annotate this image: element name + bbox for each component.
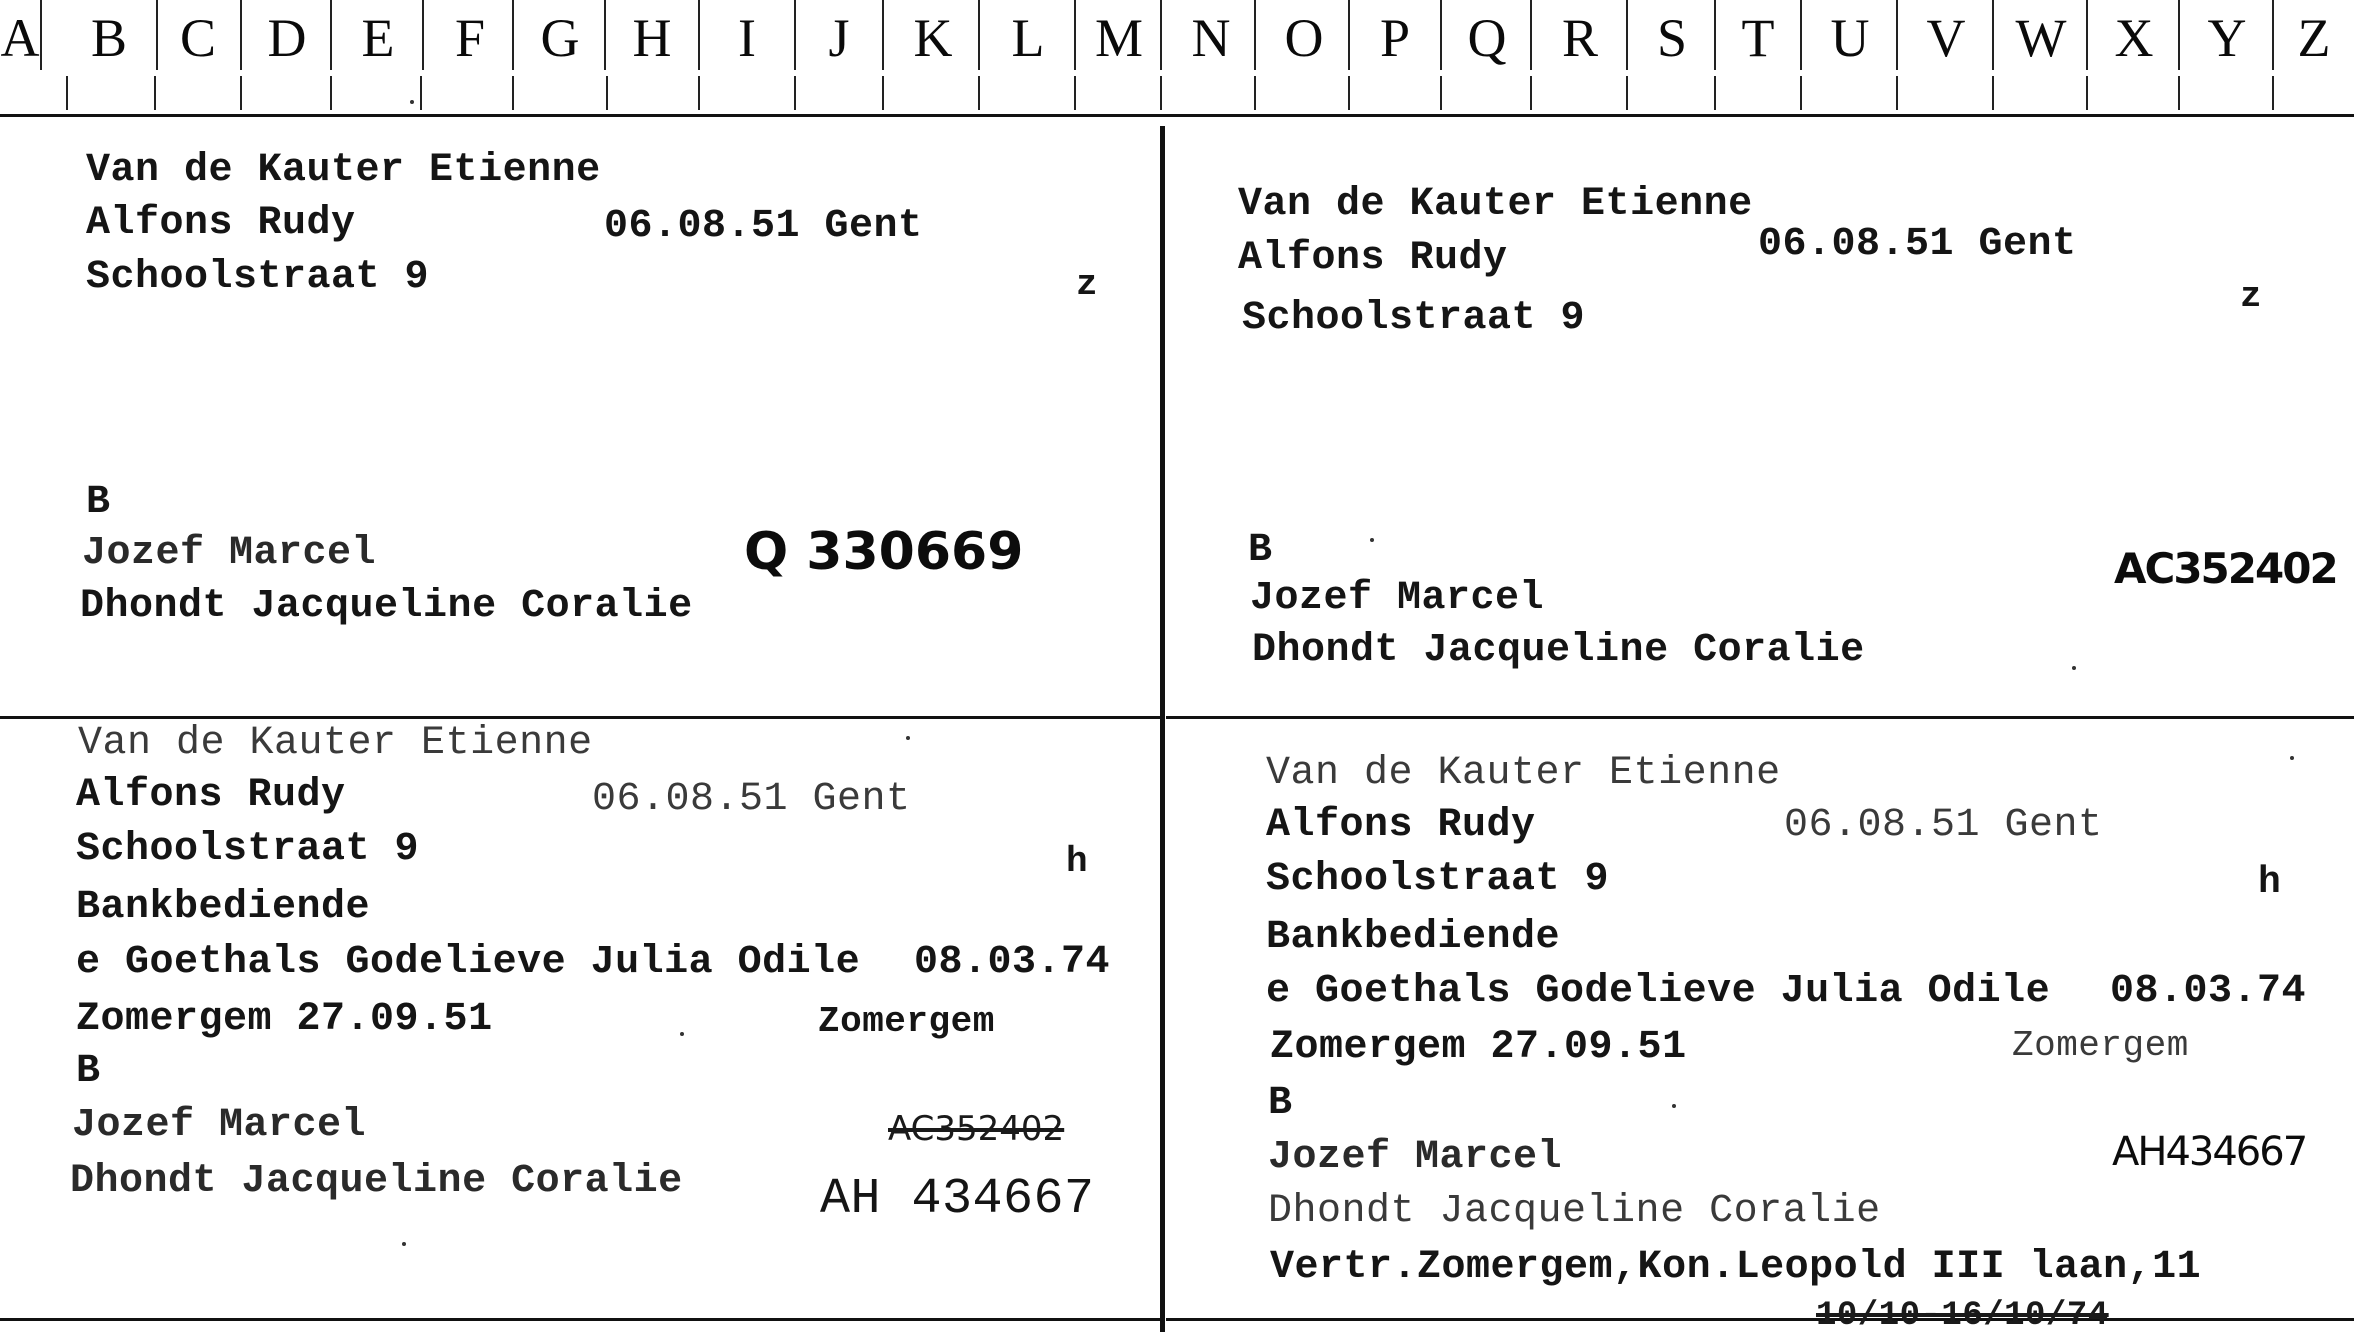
alpha-tab-v[interactable]: V	[1926, 8, 1966, 68]
card-occupation: Bankbediende	[76, 885, 371, 930]
card-bottom-right	[1166, 719, 2354, 1335]
scan-speck	[402, 1242, 406, 1246]
alpha-tab-o[interactable]: O	[1284, 8, 1324, 68]
alpha-tick	[1440, 76, 1442, 110]
scan-speck	[1672, 1104, 1676, 1108]
card-mother: Dhondt Jacqueline Coralie	[1252, 628, 1865, 673]
card-top-right	[1166, 120, 2354, 714]
card-given-names: Alfons Rudy	[1238, 236, 1508, 281]
card-mother: Dhondt Jacqueline Coralie	[70, 1159, 683, 1204]
card-old-document-number: AC352402	[888, 1109, 1065, 1149]
card-birth: 06.08.51 Gent	[1784, 803, 2103, 848]
alpha-tick	[66, 76, 68, 110]
card-marker: h	[2258, 861, 2282, 904]
card-father: Jozef Marcel	[1268, 1135, 1563, 1180]
alpha-tab-q[interactable]: Q	[1467, 8, 1507, 68]
alpha-tick	[2178, 76, 2180, 110]
card-birth: 06.08.51 Gent	[592, 777, 911, 822]
alpha-tick	[1800, 76, 1802, 110]
scan-speck	[1370, 538, 1374, 542]
alpha-tick	[698, 76, 700, 110]
card-document-number: Q 330669	[744, 522, 1024, 582]
alphabet-index-strip	[0, 0, 2354, 116]
card-marriage-place: Zomergem	[818, 1001, 995, 1042]
alpha-tab-r[interactable]: R	[1561, 8, 1599, 68]
card-mother: Dhondt Jacqueline Coralie	[80, 584, 693, 629]
card-document-number: AC352402	[2114, 544, 2337, 593]
card-marker: z	[2240, 276, 2263, 317]
card-marriage-place: Zomergem	[2012, 1025, 2189, 1066]
alpha-tick	[330, 76, 332, 110]
alpha-tick	[1992, 76, 1994, 110]
card-spouse-birth: Zomergem 27.09.51	[76, 997, 493, 1042]
card-address: Schoolstraat 9	[76, 827, 420, 872]
card-occupation: Bankbediende	[1266, 915, 1561, 960]
alpha-tab-j[interactable]: J	[828, 8, 850, 68]
alpha-tab-d[interactable]: D	[267, 8, 307, 68]
alpha-tick	[882, 76, 884, 110]
card-birth: 06.08.51 Gent	[1758, 222, 2077, 267]
card-bottom-rule-left	[0, 1318, 1160, 1321]
card-spouse: e Goethals Godelieve Julia Odile	[1266, 969, 2051, 1014]
alpha-tab-c[interactable]: C	[179, 8, 217, 68]
card-departure-dates: 10/10-16/10/74	[1816, 1297, 2109, 1335]
card-given-names: Alfons Rudy	[86, 201, 356, 246]
scan-speck	[680, 1032, 684, 1036]
alpha-tab-z[interactable]: Z	[2297, 8, 2331, 68]
alpha-tab-t[interactable]: T	[1741, 8, 1775, 68]
alpha-tick	[978, 76, 980, 110]
card-departure-note: Vertr.Zomergem,Kon.Leopold III laan,11	[1270, 1245, 2202, 1290]
alpha-tab-g[interactable]: G	[540, 8, 580, 68]
card-column-divider	[1160, 126, 1165, 1332]
card-marker: h	[1066, 841, 1089, 882]
card-name: Van de Kauter Etienne	[1266, 751, 1781, 796]
card-spouse-birth: Zomergem 27.09.51	[1270, 1025, 1687, 1070]
alpha-tab-i[interactable]: I	[738, 8, 756, 68]
alpha-tick	[1626, 76, 1628, 110]
alpha-tick	[2272, 76, 2274, 110]
alpha-tick	[794, 76, 796, 110]
alpha-tick	[240, 76, 242, 110]
alpha-tab-n[interactable]: N	[1191, 8, 1231, 68]
card-father: Jozef Marcel	[82, 531, 377, 576]
alpha-tab-s[interactable]: S	[1656, 8, 1688, 68]
scan-speck	[2072, 666, 2076, 670]
card-father: Jozef Marcel	[72, 1103, 367, 1148]
card-given-names: Alfons Rudy	[1266, 803, 1536, 848]
alpha-tab-x[interactable]: X	[2114, 8, 2154, 68]
card-birth: 06.08.51 Gent	[604, 204, 923, 249]
alpha-tab-u[interactable]: U	[1830, 8, 1870, 68]
card-top-left	[0, 120, 1160, 714]
card-document-number: AH 434667	[820, 1171, 1095, 1228]
alpha-tick	[1714, 76, 1716, 110]
alpha-tick	[154, 76, 156, 110]
alpha-tick	[1160, 76, 1162, 110]
card-address: Schoolstraat 9	[1242, 296, 1586, 341]
card-name: Van de Kauter Etienne	[86, 148, 601, 193]
scan-speck	[906, 736, 910, 740]
card-name: Van de Kauter Etienne	[1238, 182, 1753, 227]
alpha-tab-y[interactable]: Y	[2207, 8, 2247, 68]
card-nationality: B	[1248, 528, 1273, 573]
card-father: Jozef Marcel	[1250, 576, 1545, 621]
card-marriage-date: 08.03.74	[2110, 969, 2307, 1014]
card-spouse: e Goethals Godelieve Julia Odile	[76, 940, 861, 985]
card-bottom-rule-right	[1166, 1318, 2354, 1321]
alpha-tab-k[interactable]: K	[913, 8, 953, 68]
alpha-tick	[1530, 76, 1532, 110]
card-marker: z	[1076, 264, 1099, 305]
alpha-tab-m[interactable]: M	[1094, 8, 1143, 68]
alpha-tick	[512, 76, 514, 110]
card-address: Schoolstraat 9	[1266, 857, 1610, 902]
card-name: Van de Kauter Etienne	[78, 721, 593, 766]
alpha-tab-a[interactable]: A	[0, 8, 40, 68]
alpha-tab-h[interactable]: H	[632, 8, 672, 68]
card-document-number: AH434667	[2112, 1129, 2307, 1175]
alpha-tab-l[interactable]: L	[1011, 8, 1045, 68]
scan-speck	[410, 100, 414, 104]
alpha-tick	[606, 76, 608, 110]
card-bottom-left	[0, 719, 1160, 1317]
card-nationality: B	[1268, 1081, 1293, 1126]
alpha-tick	[1348, 76, 1350, 110]
card-nationality: B	[86, 480, 111, 525]
alpha-tab-b[interactable]: B	[90, 8, 128, 68]
scan-speck	[2290, 756, 2294, 760]
alpha-tick	[2086, 76, 2088, 110]
alphabet-strip-underline	[0, 114, 2354, 117]
card-mother: Dhondt Jacqueline Coralie	[1268, 1189, 1881, 1234]
card-given-names: Alfons Rudy	[76, 773, 346, 818]
alpha-tick	[420, 76, 422, 110]
alpha-tick	[1896, 76, 1898, 110]
alpha-tab-e[interactable]: E	[361, 8, 395, 68]
card-marriage-date: 08.03.74	[914, 940, 1111, 985]
alpha-tick	[1074, 76, 1076, 110]
alpha-tick	[1254, 76, 1256, 110]
alpha-tab-w[interactable]: W	[2015, 8, 2067, 68]
alpha-tab-f[interactable]: F	[454, 8, 486, 68]
alpha-tab-p[interactable]: P	[1379, 8, 1411, 68]
card-nationality: B	[76, 1049, 101, 1094]
card-address: Schoolstraat 9	[86, 255, 430, 300]
